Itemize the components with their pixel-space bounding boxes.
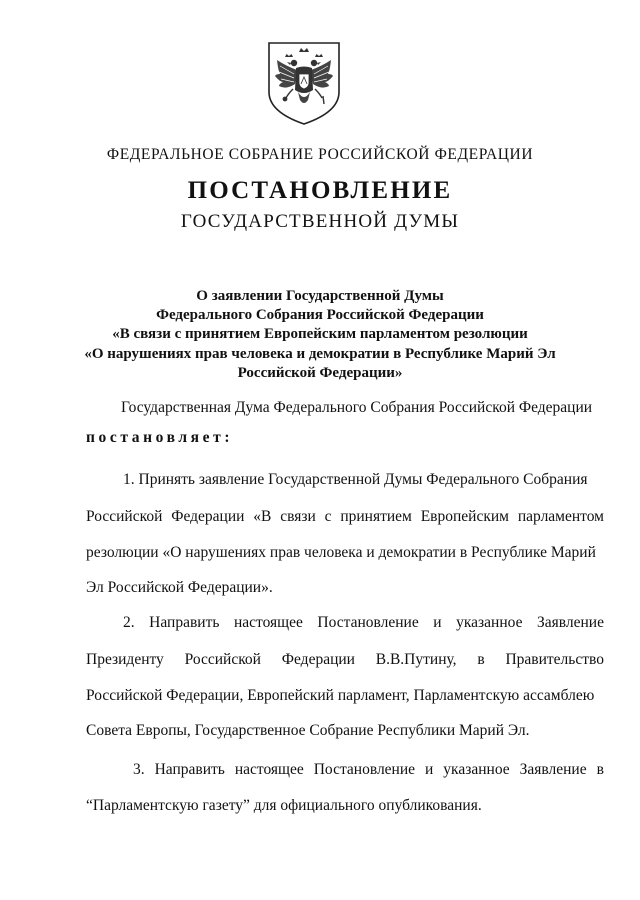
word: «В: [253, 508, 272, 525]
word: Заявление: [537, 614, 604, 631]
preamble-text: Государственная Дума Федерального Собрания Российской Федерации: [121, 399, 593, 416]
item-3-line-1: [133, 760, 604, 780]
word: указанное: [456, 614, 523, 631]
subject-line: «В связи с принятием Европейским парламентом резолюции: [112, 326, 528, 343]
item-3-line-2: “Парламентскую газету” для официального опубликования.: [86, 797, 482, 814]
item-2-line-4: Совета Европы, Государственное Собрание Республики Марий Эл.: [86, 722, 530, 739]
item-1-line-3: резолюции «О нарушениях прав человека и демократии в Республике Марий: [86, 544, 596, 561]
item-2-line-3: Российской Федерации, Европейский парламент, Парламентскую ассамблею: [86, 687, 595, 704]
word: с: [324, 508, 332, 525]
subject-line: О заявлении Государственной Думы: [196, 288, 444, 304]
word: 2.: [123, 614, 135, 631]
word: настоящее: [233, 614, 303, 631]
word: Направить: [149, 614, 220, 631]
word: в: [477, 651, 485, 668]
word: Федерации: [171, 508, 245, 525]
word: Заявление: [519, 761, 587, 778]
word: настоящее: [234, 761, 304, 778]
word: связи: [280, 508, 316, 525]
item-2-line-2: [86, 650, 604, 670]
decides-word: постановляет:: [86, 429, 234, 446]
item-2-line-1: [123, 613, 604, 633]
word: и: [425, 761, 434, 778]
organization-title: ФЕДЕРАЛЬНОЕ СОБРАНИЕ РОССИЙСКОЙ ФЕДЕРАЦИИ: [106, 146, 534, 163]
word: Направить: [154, 761, 225, 778]
word: Постановление: [313, 761, 416, 778]
word: В.В.Путину,: [375, 651, 457, 668]
subject-line: «О нарушениях прав человека и демократии в Республике Марий Эл: [84, 345, 556, 362]
word: Постановление: [317, 614, 419, 631]
word: парламентом: [517, 508, 604, 525]
word: принятием: [340, 508, 412, 525]
word: Европейским: [420, 508, 509, 525]
word: 3.: [133, 761, 145, 778]
word: Президенту: [86, 651, 164, 668]
russian-coat-of-arms-icon: [266, 40, 342, 126]
word: в: [596, 761, 604, 778]
word: Правительство: [505, 651, 604, 668]
item-1-line-2: [86, 507, 604, 527]
word: Российской: [184, 651, 261, 668]
word: указанное: [443, 761, 510, 778]
document-issuer-title: ГОСУДАРСТВЕННОЙ ДУМЫ: [180, 211, 460, 232]
subject-line: Федерального Собрания Российской Федерации: [156, 307, 484, 324]
item-1-line-1: 1. Принять заявление Государственной Думы Федерального Собрания: [123, 471, 588, 488]
word: Российской: [86, 508, 163, 525]
word: и: [433, 614, 442, 631]
subject-line: Российской Федерации»: [237, 364, 403, 381]
item-1-line-4: Эл Российской Федерации».: [86, 579, 273, 596]
document-type-title: ПОСТАНОВЛЕНИЕ: [187, 177, 453, 204]
document-subject: [0, 287, 640, 383]
word: Федерации: [281, 651, 355, 668]
